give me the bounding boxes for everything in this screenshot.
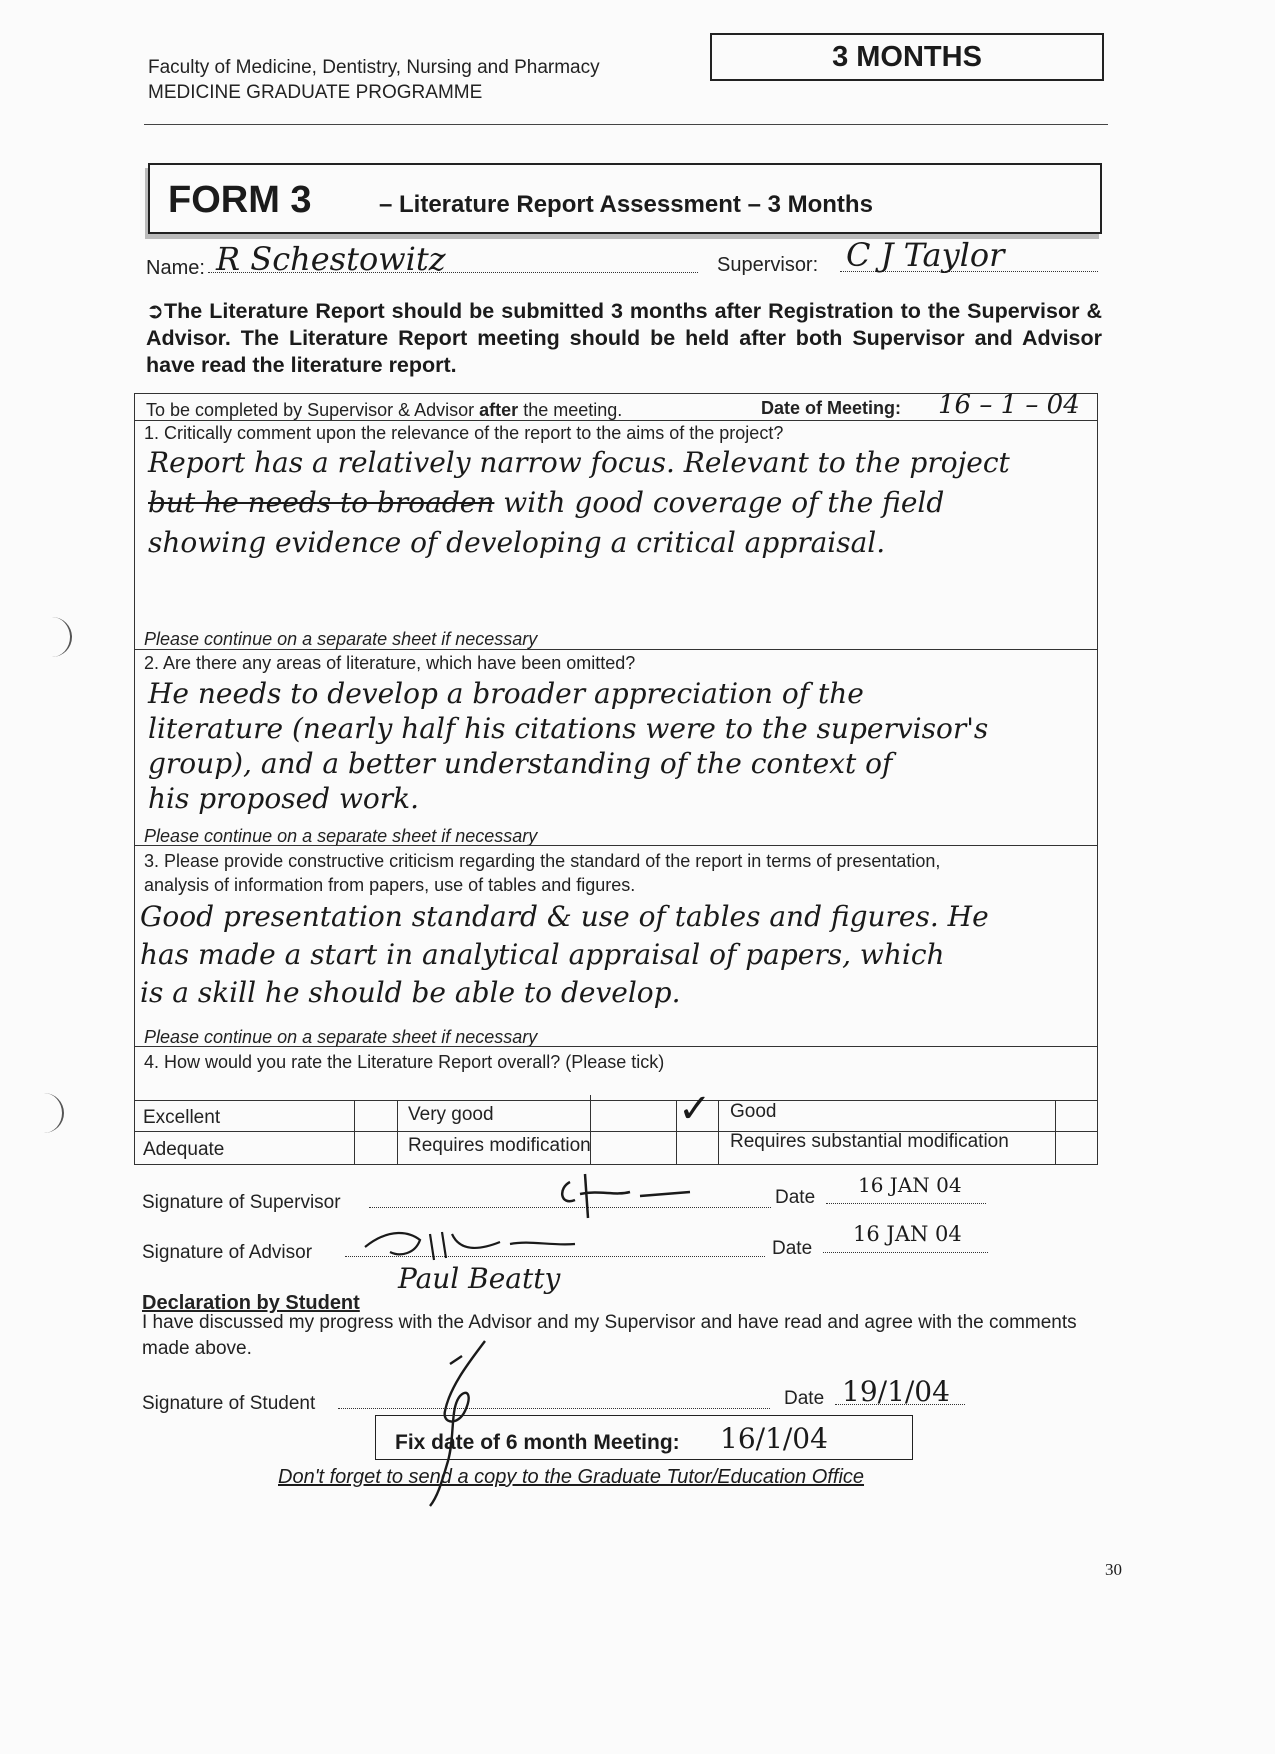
programme-name: MEDICINE GRADUATE PROGRAMME bbox=[148, 82, 483, 103]
student-date-label: Date bbox=[784, 1388, 825, 1409]
submission-notice: ➲The Literature Report should be submitted 3 months after Registration to the Supervisor & Advisor. The Literature Report meeting should be held after both Supervisor and Advisor have read the literature report. bbox=[146, 299, 1102, 377]
supervisor-value[interactable]: C J Taylor bbox=[846, 236, 1005, 274]
punch-hole-mark bbox=[48, 617, 72, 657]
answer-1[interactable] bbox=[148, 443, 1088, 563]
name-value[interactable]: R Schestowitz bbox=[216, 240, 446, 278]
page-number: 30 bbox=[1105, 1560, 1122, 1579]
advisor-date-value[interactable]: 16 JAN 04 bbox=[853, 1222, 962, 1246]
declaration-text: I have discussed my progress with the Advisor and my Supervisor and have read and agree with the comments made above. bbox=[142, 1312, 1077, 1359]
faculty-header bbox=[148, 55, 600, 105]
row-divider bbox=[134, 420, 1098, 421]
rating-grid-divider bbox=[718, 1100, 719, 1165]
supervisor-date-label: Date bbox=[775, 1187, 816, 1208]
answer-2-line-2: literature (nearly half his citations were to the supervisor's bbox=[148, 712, 989, 745]
supervisor-date-line bbox=[826, 1203, 986, 1204]
form-subtitle: – Literature Report Assessment – 3 Months bbox=[379, 191, 873, 218]
name-label: Name: bbox=[146, 257, 205, 279]
rating-good-tick[interactable]: ✓ bbox=[678, 1086, 712, 1132]
meeting-date-value[interactable]: 16 – 1 – 04 bbox=[938, 390, 1080, 420]
six-month-meeting-label: Fix date of 6 month Meeting: bbox=[395, 1431, 680, 1454]
advisor-printed-name[interactable]: Paul Beatty bbox=[398, 1262, 561, 1295]
continue-note: Please continue on a separate sheet if necessary bbox=[144, 629, 538, 649]
rating-adequate-label: Adequate bbox=[143, 1139, 225, 1160]
education-office-reminder: Don't forget to send a copy to the Graduate Tutor/Education Office bbox=[278, 1466, 865, 1488]
punch-hole-mark bbox=[40, 1093, 64, 1133]
row-divider bbox=[134, 845, 1098, 846]
student-signature-line bbox=[338, 1408, 770, 1409]
faculty-name: Faculty of Medicine, Dentistry, Nursing and Pharmacy bbox=[148, 57, 600, 78]
rating-requires-substantial-checkbox[interactable] bbox=[1056, 1132, 1097, 1164]
answer-3-line-3: is a skill he should be able to develop. bbox=[140, 976, 681, 1009]
answer-3[interactable] bbox=[140, 898, 1090, 1012]
rating-excellent-label: Excellent bbox=[143, 1107, 221, 1128]
rating-very-good-checkbox[interactable] bbox=[591, 1101, 675, 1130]
supervisor-date-value[interactable]: 16 JAN 04 bbox=[858, 1173, 962, 1197]
continue-note: Please continue on a separate sheet if necessary bbox=[144, 1027, 538, 1047]
row-divider bbox=[134, 1046, 1098, 1047]
header-divider bbox=[144, 124, 1108, 125]
question-3 bbox=[144, 849, 940, 897]
answer-2-line-1: He needs to develop a broader appreciation of the bbox=[148, 677, 864, 710]
rating-requires-substantial-label: Requires substantial modification bbox=[730, 1131, 1009, 1152]
rating-requires-modification-label: Requires modification bbox=[408, 1135, 591, 1156]
table-header-text: To be completed by Supervisor & Advisor after the meeting. bbox=[146, 400, 623, 420]
answer-1-line-3: showing evidence of developing a critical appraisal. bbox=[148, 526, 886, 559]
form-title: FORM 3 bbox=[168, 179, 312, 221]
answer-3-line-2: has made a start in analytical appraisal of papers, which bbox=[140, 938, 945, 971]
form-title-box bbox=[148, 163, 1102, 234]
question-4: 4. How would you rate the Literature Report overall? (Please tick) bbox=[144, 1052, 665, 1072]
answer-1-line-1: Report has a relatively narrow focus. Relevant to the project bbox=[148, 446, 1010, 479]
rating-adequate-checkbox[interactable] bbox=[355, 1132, 396, 1164]
answer-1-struck-text: but he needs to broaden bbox=[148, 486, 495, 519]
advisor-signature-label: Signature of Advisor bbox=[142, 1242, 313, 1263]
answer-3-line-1: Good presentation standard & use of tables and figures. He bbox=[140, 900, 989, 933]
six-month-meeting-value[interactable]: 16/1/04 bbox=[720, 1422, 828, 1455]
answer-1-line-2: but he needs to broaden with good coverage of the field bbox=[148, 486, 945, 519]
continue-note: Please continue on a separate sheet if necessary bbox=[144, 826, 538, 846]
supervisor-signature-label: Signature of Supervisor bbox=[142, 1192, 341, 1213]
supervisor-label: Supervisor: bbox=[717, 254, 819, 276]
advisor-date-line bbox=[823, 1252, 988, 1253]
meeting-date-label: Date of Meeting: bbox=[761, 398, 902, 418]
rating-good-label: Good bbox=[730, 1101, 777, 1122]
answer-2-line-4: his proposed work. bbox=[148, 782, 420, 815]
rating-very-good-label: Very good bbox=[408, 1104, 494, 1125]
question-2: 2. Are there any areas of literature, which have been omitted? bbox=[144, 653, 636, 673]
student-date-value[interactable]: 19/1/04 bbox=[842, 1375, 950, 1408]
declaration-heading: Declaration by Student bbox=[142, 1292, 360, 1314]
rating-grid-divider bbox=[397, 1100, 398, 1165]
answer-2-line-3: group), and a better understanding of the context of bbox=[148, 747, 893, 780]
answer-2[interactable] bbox=[148, 676, 1088, 816]
question-3-line-1: 3. Please provide constructive criticism regarding the standard of the report in terms of presentation, bbox=[144, 851, 941, 871]
rating-requires-modification-checkbox[interactable] bbox=[677, 1132, 717, 1164]
supervisor-signature[interactable] bbox=[540, 1170, 720, 1220]
row-divider bbox=[134, 649, 1098, 650]
question-3-line-2: analysis of information from papers, use of tables and figures. bbox=[144, 875, 636, 895]
student-signature-label: Signature of Student bbox=[142, 1393, 316, 1414]
rating-excellent-checkbox[interactable] bbox=[355, 1101, 396, 1130]
question-1: 1. Critically comment upon the relevance of the report to the aims of the project? bbox=[144, 423, 784, 443]
months-box: 3 MONTHS bbox=[710, 33, 1104, 81]
rating-good-checkbox[interactable] bbox=[1056, 1101, 1097, 1130]
advisor-date-label: Date bbox=[772, 1238, 813, 1259]
advisor-signature[interactable] bbox=[360, 1222, 580, 1267]
